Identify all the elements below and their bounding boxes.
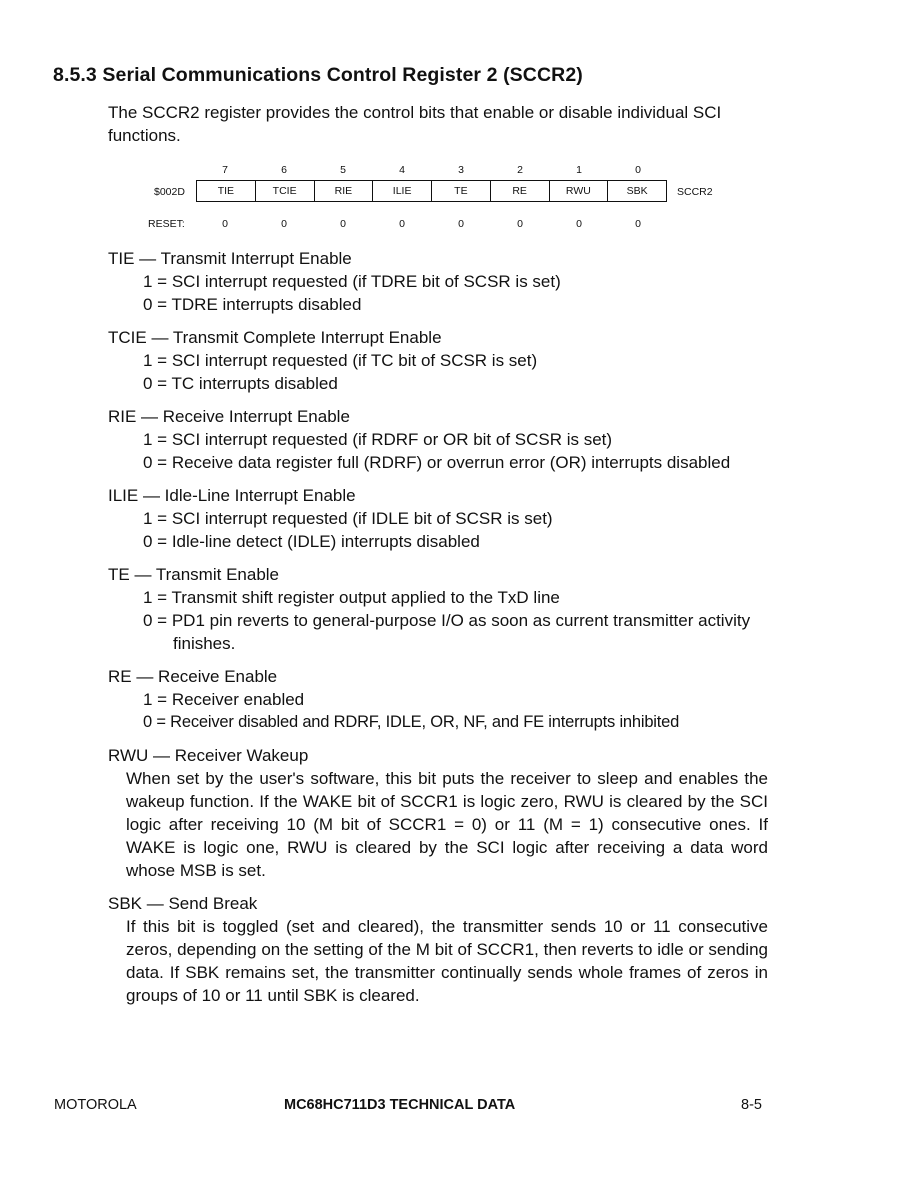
reset-value: 0 <box>576 218 582 230</box>
bit-description-tcie <box>108 326 768 395</box>
bit-option: 1 = SCI interrupt requested (if TC bit of SCSR is set) <box>143 351 538 370</box>
bit-title: TCIE — Transmit Complete Interrupt Enable <box>108 328 442 347</box>
intro-paragraph: The SCCR2 register provides the control bits that enable or disable individual SCI functions. <box>108 103 722 145</box>
reset-label: RESET: <box>148 218 185 230</box>
bit-description-sbk <box>108 892 768 1007</box>
bit-option: 0 = TDRE interrupts disabled <box>143 295 362 314</box>
bit-option: 0 = PD1 pin reverts to general-purpose I/O as soon as current transmitter activity finishes. <box>143 611 751 653</box>
bit-description-re <box>108 665 768 734</box>
reset-value: 0 <box>340 218 346 230</box>
bit-number: 0 <box>635 164 641 176</box>
bit-description-te <box>108 563 768 655</box>
bit-cell-sbk: SBK <box>626 185 648 197</box>
bit-option: 0 = Receive data register full (RDRF) or overrun error (OR) interrupts disabled <box>143 453 731 472</box>
reset-value: 0 <box>281 218 287 230</box>
bit-option: 1 = SCI interrupt requested (if IDLE bit of SCSR is set) <box>143 509 553 528</box>
register-diagram <box>0 0 918 240</box>
section-heading: 8.5.3 Serial Communications Control Register 2 (SCCR2) <box>53 64 583 86</box>
bit-description-tie <box>108 247 768 316</box>
bit-number: 6 <box>281 164 287 176</box>
bit-option: 0 = Idle-line detect (IDLE) interrupts disabled <box>143 532 480 551</box>
bit-description-rie <box>108 405 768 474</box>
reset-value: 0 <box>635 218 641 230</box>
bit-option: 1 = Transmit shift register output applied to the TxD line <box>143 588 560 607</box>
bit-title: TE — Transmit Enable <box>108 565 280 584</box>
register-name: SCCR2 <box>677 186 713 198</box>
bit-descriptions <box>108 247 768 1017</box>
bit-number: 2 <box>517 164 523 176</box>
bit-paragraph: When set by the user's software, this bit puts the receiver to sleep and enables the wakeup function. If the WAKE bit of SCCR1 is logic zero, RWU is cleared by the SCI logic after receiving 10 (M bit of SCCR1 = 0) or 11 (M = 1) consecutive ones. If WAKE is logic one, RWU is cleared by the SCI logic after receiving a data word whose MSB is set. <box>126 769 768 880</box>
bit-title: RE — Receive Enable <box>108 667 278 686</box>
bit-number: 3 <box>458 164 464 176</box>
bit-cell-tie: TIE <box>197 181 256 201</box>
bit-number: 7 <box>222 164 228 176</box>
bit-description-ilie <box>108 484 768 553</box>
bit-paragraph: If this bit is toggled (set and cleared), the transmitter sends 10 or 11 consecutive zeros, depending on the setting of the M bit of SCCR1, then reverts to idle or sending data. If SBK remains set, the transmitter continually sends whole frames of zeros in groups of 10 or 11 until SBK is cleared. <box>126 917 768 1005</box>
bit-cell-rwu: RWU <box>550 181 609 201</box>
reset-value: 0 <box>399 218 405 230</box>
bit-option: 0 = Receiver disabled and RDRF, IDLE, OR, NF, and FE interrupts inhibited <box>143 713 680 731</box>
bit-number: 5 <box>340 164 346 176</box>
footer-page-number: 8-5 <box>741 1097 762 1113</box>
bit-cell-te: TE <box>432 181 491 201</box>
bit-description-rwu <box>108 744 768 882</box>
bit-option: 0 = TC interrupts disabled <box>143 374 338 393</box>
bit-cell-tcie: TCIE <box>256 181 315 201</box>
register-bits-box <box>196 180 667 202</box>
bit-title: SBK — Send Break <box>108 894 258 913</box>
bit-title: TIE — Transmit Interrupt Enable <box>108 249 352 268</box>
bit-option: 1 = SCI interrupt requested (if RDRF or OR bit of SCSR is set) <box>143 430 613 449</box>
bit-option: 1 = SCI interrupt requested (if TDRE bit of SCSR is set) <box>143 272 561 291</box>
footer-document-title: MC68HC711D3 TECHNICAL DATA <box>284 1097 516 1113</box>
reset-value: 0 <box>458 218 464 230</box>
bit-number: 1 <box>576 164 582 176</box>
register-address: $002D <box>154 186 185 198</box>
reset-value: 0 <box>222 218 228 230</box>
bit-cell-ilie: ILIE <box>373 181 432 201</box>
footer-brand: MOTOROLA <box>54 1097 137 1113</box>
bit-title: RWU — Receiver Wakeup <box>108 746 309 765</box>
bit-cell-rie: RIE <box>315 181 374 201</box>
bit-cell-re: RE <box>491 181 550 201</box>
bit-title: RIE — Receive Interrupt Enable <box>108 407 350 426</box>
bit-option: 1 = Receiver enabled <box>143 690 305 709</box>
bit-number: 4 <box>399 164 405 176</box>
reset-value: 0 <box>517 218 523 230</box>
bit-title: ILIE — Idle-Line Interrupt Enable <box>108 486 356 505</box>
